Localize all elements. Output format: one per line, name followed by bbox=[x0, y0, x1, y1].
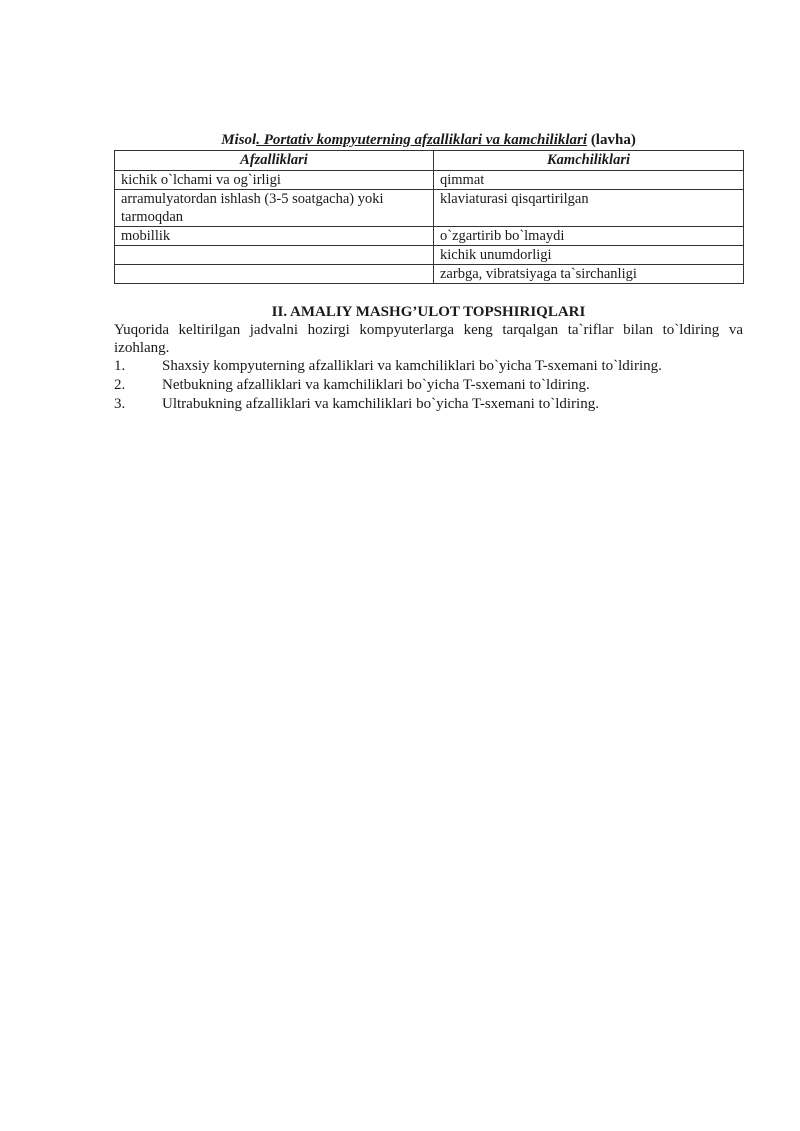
table-row bbox=[115, 246, 744, 265]
caption-tail: (lavha) bbox=[587, 132, 636, 148]
pros-cons-table bbox=[114, 150, 744, 284]
table-row bbox=[115, 265, 744, 284]
table-header-row bbox=[115, 151, 744, 171]
table-cell: kichik unumdorligi bbox=[434, 246, 744, 265]
table-cell bbox=[115, 265, 434, 284]
list-item bbox=[114, 376, 743, 395]
task-list bbox=[114, 357, 743, 414]
caption-lead: Misol bbox=[221, 132, 257, 148]
table-row bbox=[115, 171, 744, 190]
table-caption bbox=[114, 131, 743, 150]
table-cell: zarbga, vibratsiyaga ta`sirchanligi bbox=[434, 265, 744, 284]
table-cell: arramulyatordan ishlash (3-5 soatgacha) yoki tarmoqdan bbox=[115, 190, 434, 227]
section-intro: Yuqorida keltirilgan jadvalni hozirgi kompyuterlarga keng tarqalgan ta`riflar bilan to`ldiring va izohlang. bbox=[114, 322, 743, 356]
list-item-text: Netbukning afzalliklari va kamchiliklari bo`yicha T-sxemani to`ldiring. bbox=[162, 377, 590, 393]
caption-title: . Portativ kompyuterning afzalliklari va kamchiliklari bbox=[256, 132, 588, 148]
table-row bbox=[115, 227, 744, 246]
list-item bbox=[114, 357, 743, 376]
list-item-number: 1. bbox=[114, 358, 126, 374]
table-cell bbox=[115, 246, 434, 265]
table-cell: o`zgartirib bo`lmaydi bbox=[434, 227, 744, 246]
list-item bbox=[114, 395, 743, 414]
table-row bbox=[115, 190, 744, 227]
list-item-number: 2. bbox=[114, 377, 126, 393]
section-title: II. AMALIY MASHG’ULOT TOPSHIRIQLARI bbox=[271, 304, 586, 320]
table-cell: klaviaturasi qisqartirilgan bbox=[434, 190, 744, 227]
list-item-number: 3. bbox=[114, 396, 126, 412]
header-cons: Kamchiliklari bbox=[434, 151, 744, 171]
list-item-text: Shaxsiy kompyuterning afzalliklari va kamchiliklari bo`yicha T-sxemani to`ldiring. bbox=[162, 358, 662, 374]
list-item-text: Ultrabukning afzalliklari va kamchiliklari bo`yicha T-sxemani to`ldiring. bbox=[162, 396, 599, 412]
table-cell: qimmat bbox=[434, 171, 744, 190]
document-page bbox=[114, 131, 743, 414]
header-pros: Afzalliklari bbox=[115, 151, 434, 171]
table-cell: mobillik bbox=[115, 227, 434, 246]
table-cell: kichik o`lchami va og`irligi bbox=[115, 171, 434, 190]
